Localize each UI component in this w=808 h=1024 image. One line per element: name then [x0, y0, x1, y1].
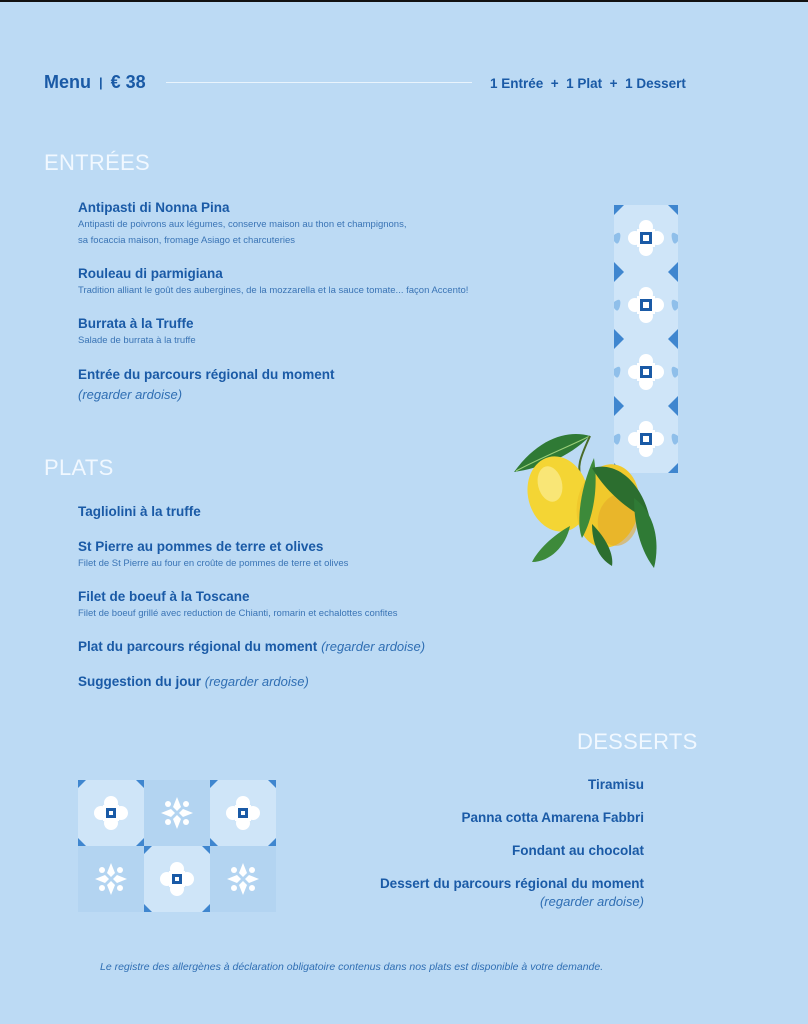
item-name: Tiramisu — [587, 777, 644, 792]
section-title-entrees: ENTRÉES — [44, 150, 151, 175]
item-name: Antipasti di Nonna Pina — [78, 200, 230, 215]
dessert-item — [588, 776, 644, 794]
menu-formula: 1 Entrée + 1 Plat + 1 Dessert — [490, 76, 686, 91]
menu-item — [78, 315, 548, 349]
item-description: Filet de boeuf grillé avec reduction de Chianti, romarin et echalottes confites — [78, 608, 398, 619]
header-separator: | — [99, 75, 103, 90]
menu-item — [78, 588, 548, 622]
item-name: Filet de boeuf à la Toscane — [78, 589, 250, 604]
menu-price: € 38 — [110, 72, 146, 92]
item-note: (regarder ardoise) — [78, 387, 183, 402]
item-name: Fondant au chocolat — [511, 843, 644, 858]
menu-label: Menu — [44, 72, 91, 92]
item-name: Suggestion du jour — [78, 674, 201, 689]
section-title-plats: PLATS — [44, 455, 114, 480]
item-description: Filet de St Pierre au four en croûte de pommes de terre et olives — [78, 558, 349, 569]
menu-item — [78, 503, 548, 521]
section-title-desserts: DESSERTS — [577, 729, 698, 754]
item-name: Rouleau di parmigiana — [78, 266, 223, 281]
menu-item — [78, 366, 548, 404]
decorative-tile-panel-icon — [78, 780, 278, 912]
dessert-item — [512, 842, 644, 860]
item-name: Burrata à la Truffe — [78, 316, 194, 331]
menu-item — [78, 538, 548, 572]
menu-item — [78, 265, 548, 299]
dessert-item — [461, 809, 644, 827]
item-note: (regarder ardoise) — [204, 674, 309, 689]
item-name: Dessert du parcours régional du moment — [379, 876, 644, 891]
top-border — [0, 0, 808, 2]
menu-item — [78, 638, 548, 656]
item-name: Plat du parcours régional du moment — [78, 639, 318, 654]
item-name: Tagliolini à la truffe — [78, 504, 201, 519]
item-note: (regarder ardoise) — [539, 894, 644, 909]
menu-item — [78, 199, 548, 249]
header-rule — [166, 82, 472, 83]
item-name: Entrée du parcours régional du moment — [78, 367, 335, 382]
item-note: (regarder ardoise) — [321, 639, 426, 654]
item-description: Antipasti de poivrons aux légumes, conserve maison au thon et champignons, — [78, 219, 407, 230]
allergen-notice: Le registre des allergènes à déclaration obligatoire contenus dans nos plats est disponible à votre demande. — [100, 961, 604, 973]
dessert-item — [380, 875, 644, 911]
item-description: sa focaccia maison, fromage Asiago et charcuteries — [78, 235, 296, 246]
item-description: Salade de burrata à la truffe — [78, 335, 196, 346]
menu-item — [78, 673, 548, 691]
lemon-branch-icon — [510, 428, 666, 574]
item-name: Panna cotta Amarena Fabbri — [461, 810, 644, 825]
item-name: St Pierre au pommes de terre et olives — [78, 539, 324, 554]
item-description: Tradition alliant le goût des aubergines, de la mozzarella et la sauce tomate... façon Accento! — [78, 285, 469, 296]
menu-header — [44, 72, 146, 93]
